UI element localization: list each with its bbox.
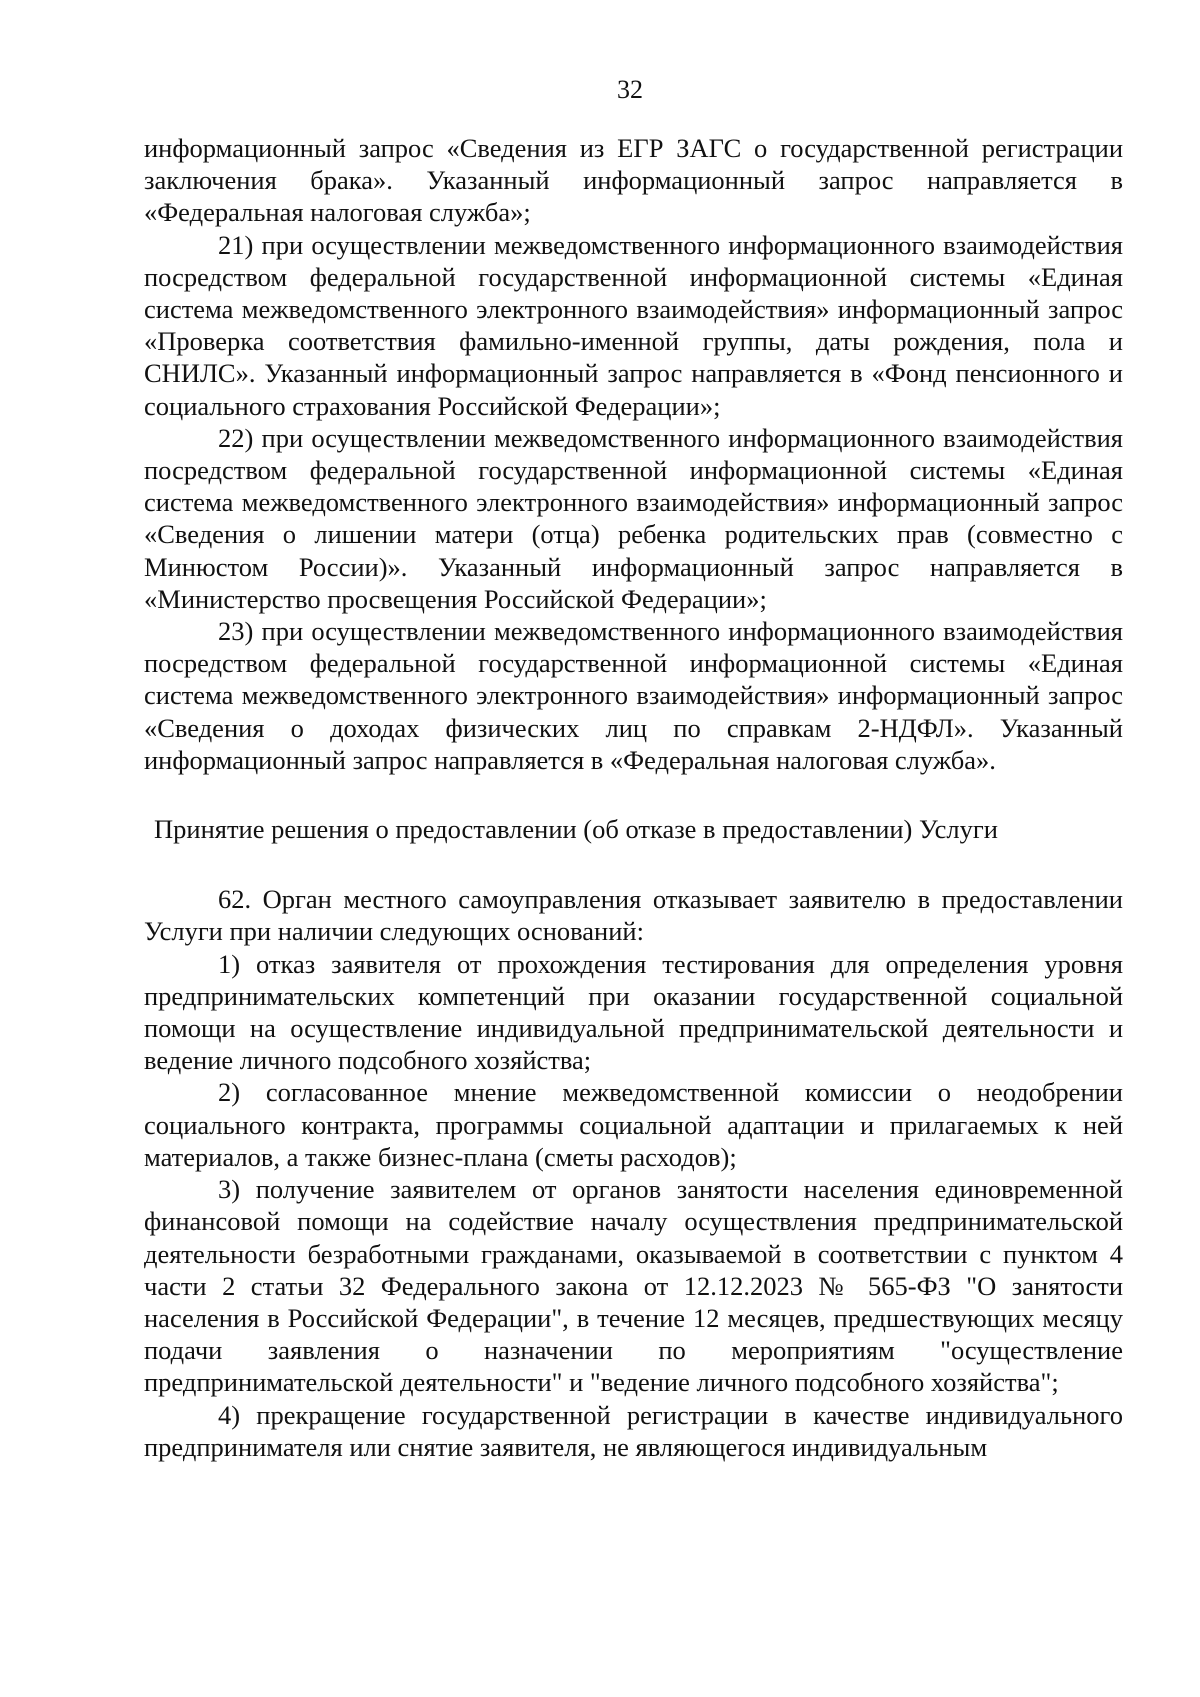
clause-62: 62. Орган местного самоуправления отказывает заявителю в предоставлении Услуги при наличии следующих оснований: bbox=[144, 884, 1123, 947]
list-item-22: 22) при осуществлении межведомственного информационного взаимодействия посредством федеральной государственной информационной системы «Единая система межведомственного электронного взаимодействия» информационный запрос «Сведения о лишении матери (отца) ребенка родительских прав (совместно с Минюстом России)». Указанный информационный запрос направляется в «Министерство просвещения Российской Федерации»; bbox=[144, 422, 1123, 614]
list-item-23: 23) при осуществлении межведомственного информационного взаимодействия посредством федеральной государственной информационной системы «Единая система межведомственного электронного взаимодействия» информационный запрос «Сведения о доходах физических лиц по справкам 2-НДФЛ». Указанный информационный запрос направляется в «Федеральная налоговая служба». bbox=[144, 616, 1123, 775]
section-heading: Принятие решения о предоставлении (об отказе в предоставлении) Услуги bbox=[154, 814, 998, 845]
paragraph-continued: информационный запрос «Сведения из ЕГР ЗАГС о государственной регистрации заключения брака». Указанный информационный запрос направляется в «Федеральная налоговая служба»; bbox=[144, 133, 1123, 228]
page-body bbox=[144, 132, 1123, 1463]
list-item-21: 21) при осуществлении межведомственного информационного взаимодействия посредством федеральной государственной информационной системы «Единая система межведомственного электронного взаимодействия» информационный запрос «Проверка соответствия фамильно-именной группы, даты рождения, пола и СНИЛС». Указанный информационный запрос направляется в «Фонд пенсионного и социального страхования Российской Федерации»; bbox=[144, 229, 1123, 421]
refusal-ground-2: 2) согласованное мнение межведомственной комиссии о неодобрении социального контракта, программы социальной адаптации и прилагаемых к ней материалов, а также бизнес-плана (сметы расходов); bbox=[144, 1077, 1123, 1172]
refusal-ground-1: 1) отказ заявителя от прохождения тестирования для определения уровня предпринимательских компетенций при оказании государственной социальной помощи на осуществление индивидуальной предпринимательской деятельности и ведение личного подсобного хозяйства; bbox=[144, 948, 1123, 1076]
page-number: 32 bbox=[617, 75, 643, 104]
refusal-ground-3: 3) получение заявителем от органов занятости населения единовременной финансовой помощи на содействие началу осуществления предпринимательской деятельности безработными гражданами, оказываемой в соответствии с пунктом 4 части 2 статьи 32 Федерального закона от 12.12.2023 № 565-ФЗ "О занятости населения в Российской Федерации", в течение 12 месяцев, предшествующих месяцу подачи заявления о назначении по мероприятиям "осуществление предпринимательской деятельности" и "ведение личного подсобного хозяйства"; bbox=[144, 1174, 1123, 1398]
refusal-ground-4: 4) прекращение государственной регистрации в качестве индивидуального предпринимателя или снятие заявителя, не являющегося индивидуальным bbox=[144, 1399, 1123, 1462]
